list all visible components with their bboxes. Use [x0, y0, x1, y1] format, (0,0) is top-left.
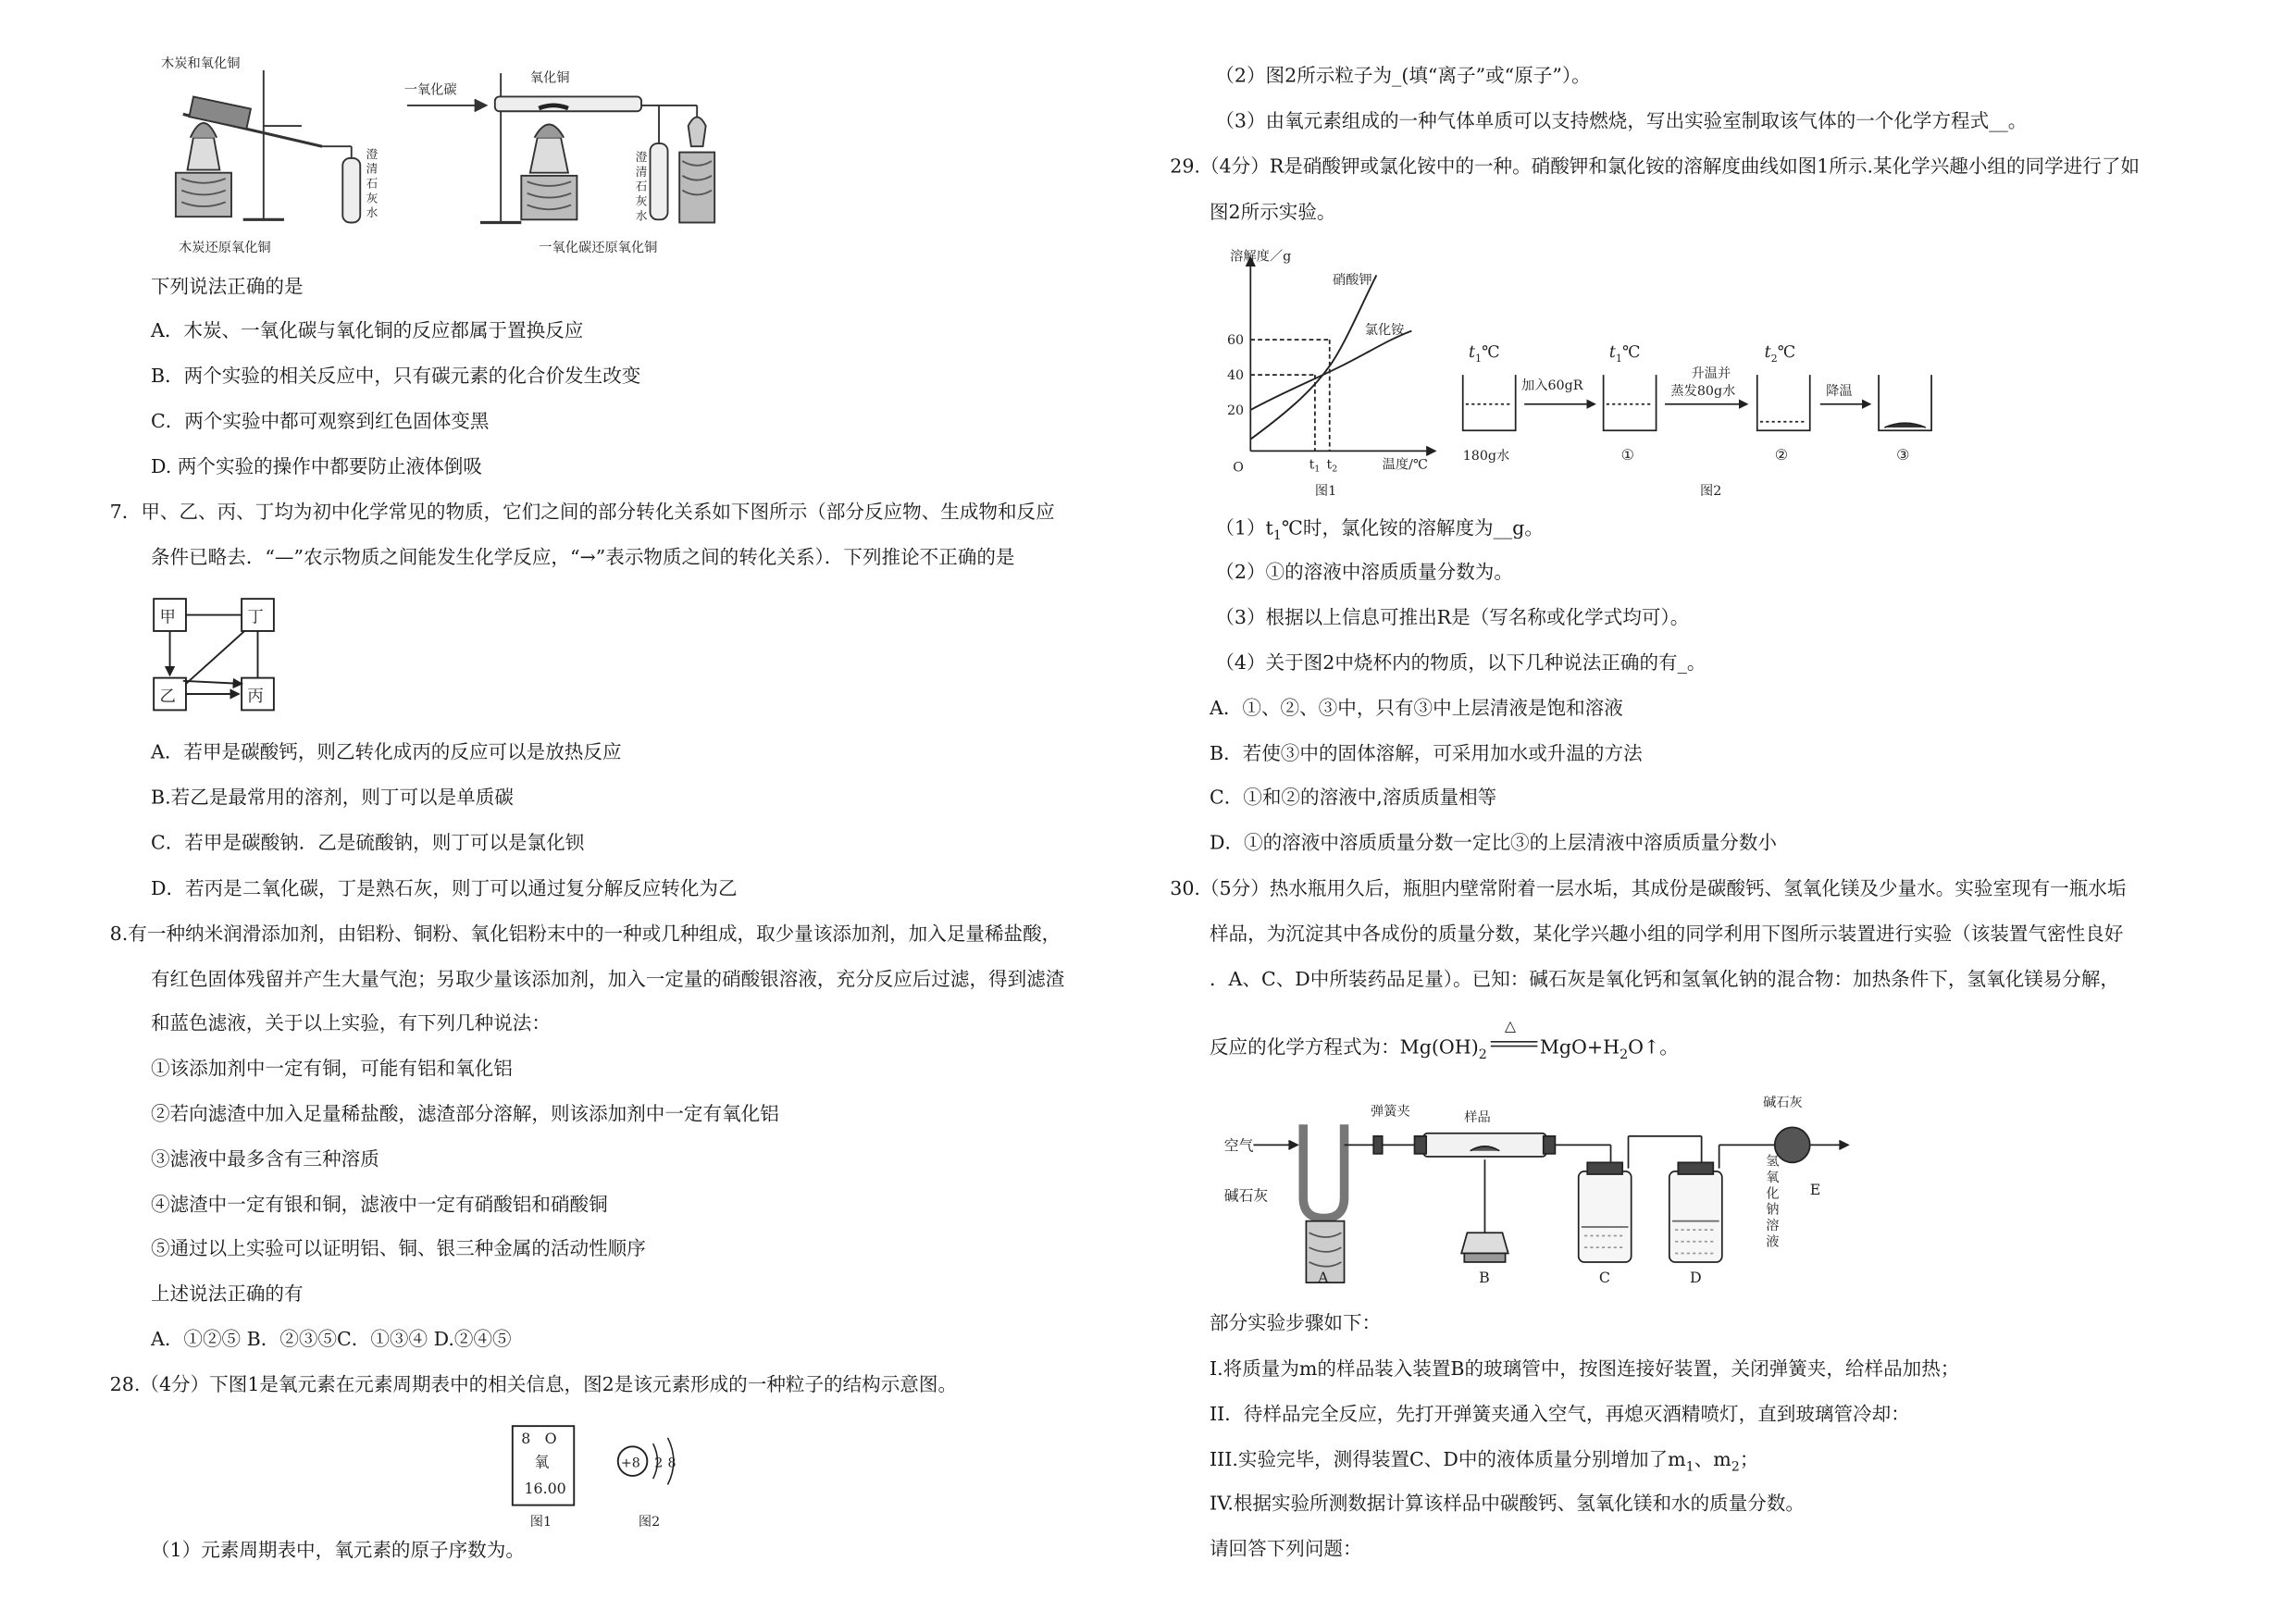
q7-relation-diagram — [151, 593, 282, 719]
q7-line-1: 7．甲、乙、丙、丁均为初中化学常见的物质，它们之间的部分转化关系如下图所示（部分反应物、生成物和反应 — [109, 502, 1055, 525]
q8-statement-5: ⑤通过以上实验可以证明铝、铜、银三种金属的活动性顺序 — [150, 1238, 646, 1261]
alcohol-burner-b — [1461, 1233, 1508, 1253]
label-sample: 样品 — [1464, 1110, 1491, 1126]
label-clear-limewater-l: 澄清石灰水 — [366, 146, 379, 220]
shell-1-count: 2 — [654, 1456, 664, 1471]
q29-experiment-svg — [1457, 337, 2013, 505]
q30-line-1: 30.（5分）热水瓶用久后，瓶胆内壁常附着一层水垢，其成份是碳酸钙、氢氧化镁及少量水。实验室现有一瓶水垢 — [1170, 878, 2127, 901]
step-heat-b: 蒸发80g水 — [1670, 384, 1736, 400]
label-clear-limewater-r: 澄清石灰水 — [635, 150, 648, 223]
q28-caption-2: 图2 — [638, 1514, 661, 1530]
beaker-3-label: ③ — [1896, 445, 1910, 464]
bottle-d — [1669, 1171, 1722, 1262]
q28-figures — [506, 1420, 697, 1531]
q30-apparatus-svg — [1218, 1086, 1862, 1292]
q28-figures-svg — [506, 1420, 697, 1531]
experiment-caption: 图2 — [1700, 483, 1722, 499]
q29-sub-2: （2）①的溶液中溶质质量分数为。 — [1215, 562, 1513, 585]
q29-experiment-figure — [1457, 337, 2013, 505]
q6-option-c: C．两个实验中都可观察到红色固体变黑 — [150, 411, 490, 434]
q29-option-c: C．①和②的溶液中,溶质质量相等 — [1209, 787, 1497, 811]
q6-option-b: B．两个实验的相关反应中，只有碳元素的化合价发生改变 — [150, 365, 641, 389]
q29-chart-svg — [1224, 246, 1444, 502]
series-kno3-label: 硝酸钾 — [1332, 272, 1372, 288]
q29-option-d: D．①的溶液中溶质质量分数一定比③的上层清液中溶质质量分数小 — [1209, 833, 1778, 856]
q6-stem: 下列说法正确的是 — [150, 277, 304, 299]
caption-co-reduce: 一氧化碳还原氧化铜 — [539, 241, 658, 256]
chart-origin: O — [1233, 460, 1244, 476]
q7-option-a: A．若甲是碳酸钙，则乙转化成丙的反应可以是放热反应 — [150, 742, 622, 764]
q28-sub-3: （3）由氧元素组成的一种气体单质可以支持燃烧，写出实验室制取该气体的一个化学方程式__。 — [1215, 111, 2028, 133]
chart-xlabel: 温度/℃ — [1382, 457, 1428, 473]
q8-statement-4: ④滤渣中一定有银和铜，滤液中一定有硝酸铝和硝酸铜 — [150, 1195, 608, 1217]
q8-line-1: 8.有一种纳米润滑添加剂，由铝粉、铜粉、氧化铝粉末中的一种或几种组成，取少量该添加剂，加入足量稀盐酸， — [109, 923, 1061, 947]
label-A: A — [1318, 1269, 1329, 1287]
step-heat-a: 升温并 — [1691, 366, 1731, 382]
xtick-t1: $t_1$ — [1309, 457, 1321, 475]
temp-t1-a: $t_1℃$ — [1469, 343, 1500, 365]
step-cool: 降温 — [1826, 384, 1853, 400]
beaker-1 — [1604, 375, 1657, 430]
beaker-3 — [1879, 375, 1931, 430]
shell-2-count: 8 — [667, 1456, 676, 1471]
q8-options: A．①②⑤ B．②③⑤C．①③④ D.②④⑤ — [150, 1329, 512, 1352]
cell-element-name: 氧 — [534, 1453, 550, 1471]
label-B: B — [1479, 1269, 1490, 1287]
step-add-r: 加入60gR — [1521, 378, 1583, 393]
label-E: E — [1809, 1181, 1821, 1199]
q28-sub-2: （2）图2所示粒子为_(填“离子”或“原子”）。 — [1215, 66, 1591, 88]
q28-caption-1: 图1 — [529, 1514, 552, 1530]
q29-solubility-chart — [1224, 246, 1444, 502]
chart-ylabel: 溶解度／g — [1230, 249, 1292, 265]
heat-triangle-icon: △ — [1504, 1019, 1517, 1035]
beaker-1-label: ① — [1620, 445, 1634, 464]
label-air: 空气 — [1223, 1136, 1254, 1155]
label-D: D — [1689, 1269, 1702, 1287]
q7-option-c: C．若甲是碳酸钠．乙是硫酸钠，则丁可以是氯化钡 — [150, 833, 585, 856]
q7-option-b: B.若乙是最常用的溶剂，则丁可以是单质碳 — [150, 787, 514, 811]
q8-statement-3: ③滤液中最多含有三种溶质 — [150, 1149, 379, 1171]
label-jia: 甲 — [159, 608, 176, 627]
q30-steps-title: 部分实验步骤如下： — [1209, 1313, 1382, 1336]
beaker-0-label: 180g水 — [1462, 448, 1510, 464]
series-nh4cl-label: 氯化铵 — [1364, 322, 1405, 338]
series-nh4cl-curve — [1250, 331, 1411, 410]
q29-sub-1: $(1)t_1℃$时，氯化铵的溶解度为__g。 — [1215, 518, 1544, 544]
q7-diagram-svg — [151, 593, 282, 719]
q6-apparatus-svg — [146, 56, 732, 261]
beaker-0 — [1463, 375, 1516, 430]
label-bing: 丙 — [247, 687, 264, 706]
q30-step-1: I.将质量为m的样品装入装置B的玻璃管中，按图连接好装置，关闭弹簧夹，给样品加热； — [1209, 1358, 1960, 1381]
label-soda-lime-a: 碱石灰 — [1223, 1186, 1269, 1205]
q29-sub-3: （3）根据以上信息可推出R是（写名称或化学式均可）。 — [1215, 607, 1690, 630]
glass-tube-b — [1423, 1134, 1546, 1157]
equation-condition — [1487, 1019, 1540, 1059]
q29-line-1: 29.（4分）R是硝酸钾或氯化铵中的一种。硝酸钾和氯化铵的溶解度曲线如图1所示.某化学兴趣小组的同学进行了如 — [1170, 156, 2140, 180]
bottle-c — [1579, 1171, 1632, 1262]
q30-step-2: II．待样品完全反应，先打开弹簧夹通入空气，再熄灭酒精喷灯，直到玻璃管冷却： — [1209, 1404, 1910, 1427]
q8-statement-1: ①该添加剂中一定有铜，可能有铝和氧化铝 — [150, 1059, 513, 1081]
label-soda-lime-e: 碱石灰 — [1763, 1096, 1803, 1111]
q30-step-4: IV.根据实验所测数据计算该样品中碳酸钙、氢氧化镁和水的质量分数。 — [1209, 1493, 1806, 1516]
q28-sub-1: （1）元素周期表中，氧元素的原子序数为。 — [150, 1540, 525, 1563]
soda-lime-tube-e — [1775, 1127, 1810, 1162]
spring-clamp — [1373, 1136, 1382, 1154]
q30-step-3: III.实验完毕，测得装置C、D中的液体质量分别增加了$m_1$、$m_2$； — [1209, 1449, 1759, 1476]
q30-ask: 请回答下列问题： — [1209, 1538, 1362, 1561]
label-co: 一氧化碳 — [403, 82, 457, 98]
q29-sub-4: （4）关于图2中烧杯内的物质，以下几种说法正确的有_。 — [1215, 652, 1706, 675]
label-C: C — [1598, 1269, 1610, 1287]
label-ding: 丁 — [247, 608, 264, 627]
label-naoh-solution: 氢氧化钠溶液 — [1766, 1154, 1780, 1250]
cell-symbol: O — [544, 1430, 557, 1448]
label-yi: 乙 — [159, 687, 176, 706]
u-tube-a — [1303, 1124, 1344, 1218]
q7-option-d: D．若丙是二氧化碳，丁是熟石灰，则丁可以通过复分解反应转化为乙 — [150, 878, 738, 901]
cell-atomic-number: 8 — [521, 1430, 531, 1448]
q8-statement-2: ②若向滤渣中加入足量稀盐酸，滤渣部分溶解，则该添加剂中一定有氧化铝 — [150, 1104, 779, 1126]
q29-option-a: A．①、②、③中，只有③中上层清液是饱和溶液 — [1209, 698, 1623, 721]
q8-stem: 上述说法正确的有 — [150, 1283, 304, 1307]
label-cuo: 氧化铜 — [529, 70, 570, 86]
temp-t2: $t_2℃$ — [1764, 343, 1796, 365]
q30-line-3: ．A、C、D中所装药品足量）。已知：碱石灰是氧化钙和氢氧化钠的混合物：加热条件下，氢氧化镁易分解， — [1209, 969, 2120, 992]
nucleus-charge: +8 — [620, 1456, 640, 1471]
temp-t1-b: $t_1℃$ — [1608, 343, 1641, 365]
q29-option-b: B．若使③中的固体溶解，可采用加水或升温的方法 — [1209, 743, 1643, 766]
q8-line-3: 和蓝色滤液，关于以上实验，有下列几种说法： — [150, 1012, 551, 1035]
q30-line-2: 样品，为沉淀其中各成份的质量分数，某化学兴趣小组的同学利用下图所示装置进行实验（该装置气密性良好 — [1209, 923, 2124, 947]
beaker-2-label: ② — [1774, 445, 1788, 464]
ytick-60: 60 — [1226, 332, 1245, 348]
ytick-20: 20 — [1226, 403, 1245, 418]
q7-line-2: 条件已略去．“—”农示物质之间能发生化学反应，“→”表示物质之间的转化关系）．下列推论不正确的是 — [150, 547, 1015, 570]
q6-apparatus-figure — [146, 56, 732, 261]
xtick-t2: $t_2$ — [1326, 457, 1338, 475]
chart-caption: 图1 — [1314, 483, 1337, 499]
q6-option-a: A．木炭、一氧化碳与氧化铜的反应都属于置换反应 — [150, 320, 584, 343]
q30-apparatus-figure — [1218, 1086, 1862, 1292]
q30-equation: 反应的化学方程式为：$Mg(OH)_2$ △ $MgO+H_2O↑$。 — [1210, 1036, 1679, 1067]
cell-atomic-mass: 16.00 — [524, 1479, 566, 1497]
q29-line-2: 图2所示实验。 — [1209, 202, 1336, 225]
q6-option-d: D. 两个实验的操作中都要防止液体倒吸 — [150, 456, 482, 479]
label-charcoal-cuo: 木炭和氧化铜 — [161, 56, 241, 71]
q28-line-1: 28.（4分）下图1是氧元素在元素周期表中的相关信息，图2是该元素形成的一种粒子的结构示意图。 — [109, 1374, 958, 1397]
label-spring-clamp: 弹簧夹 — [1371, 1104, 1410, 1120]
caption-charcoal-reduce: 木炭还原氧化铜 — [179, 241, 271, 256]
ytick-40: 40 — [1226, 367, 1245, 383]
q8-line-2: 有红色固体残留并产生大量气泡；另取少量该添加剂，加入一定量的硝酸银溶液，充分反应后过滤，得到滤渣 — [150, 969, 1065, 992]
